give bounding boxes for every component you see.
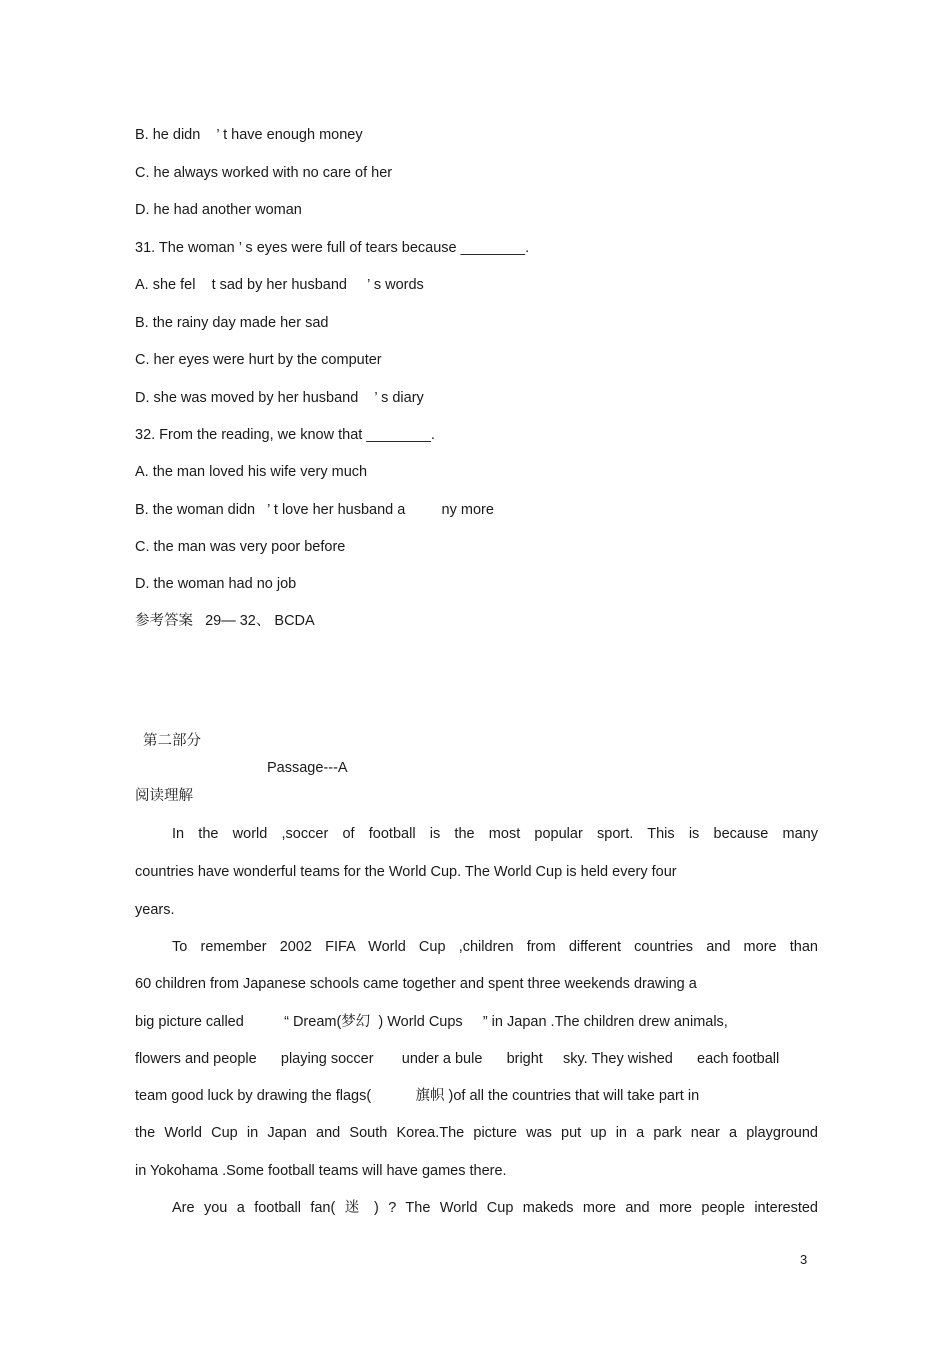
q32-option-b: B. the woman didn ’ t love her husband a ny more <box>135 502 494 518</box>
q32-option-d: D. the woman had no job <box>135 576 297 592</box>
passage-line: Are you a football fan( 迷 ) ? The World Cup makeds more and more people interested <box>172 1200 818 1216</box>
passage-line: In the world ,soccer of football is the most popular sport. This is because many <box>172 826 818 842</box>
passage-line: in Yokohama .Some football teams will have games there. <box>135 1163 507 1179</box>
q31-option-b: B. the rainy day made her sad <box>135 315 329 331</box>
q32-option-a: A. the man loved his wife very much <box>135 464 368 480</box>
passage-line: flowers and people playing soccer under a bule bright sky. They wished each football <box>135 1051 780 1067</box>
page-number: 3 <box>800 1252 808 1267</box>
q31-option-d: D. she was moved by her husband ’ s diary <box>135 390 424 406</box>
passage-line: To remember 2002 FIFA World Cup ,children from different countries and more than <box>172 939 818 955</box>
q30-option-d: D. he had another woman <box>135 202 302 218</box>
q32-option-c: C. the man was very poor before <box>135 539 346 555</box>
section-label: 阅读理解 <box>135 788 193 804</box>
passage-line: countries have wonderful teams for the World Cup. The World Cup is held every four <box>135 864 677 880</box>
passage-line: 60 children from Japanese schools came together and spent three weekends drawing a <box>135 976 697 992</box>
passage-line: the World Cup in Japan and South Korea.The picture was put up in a park near a playground <box>135 1125 818 1141</box>
q30-option-b: B. he didn ’ t have enough money <box>135 127 363 143</box>
passage-line: years. <box>135 902 175 918</box>
q31-option-c: C. her eyes were hurt by the computer <box>135 352 382 368</box>
q31-stem: 31. The woman ’ s eyes were full of tears because ________. <box>135 240 530 256</box>
answer-key: 参考答案 29— 32、 BCDA <box>135 613 315 629</box>
q32-stem: 32. From the reading, we know that ________. <box>135 427 435 443</box>
passage-title: Passage---A <box>267 760 348 776</box>
passage-line: team good luck by drawing the flags( 旗帜 )of all the countries that will take part in <box>135 1088 700 1104</box>
q30-option-c: C. he always worked with no care of her <box>135 165 393 181</box>
passage-line: big picture called “ Dream(梦幻 ) World Cups ” in Japan .The children drew animals, <box>135 1014 728 1030</box>
q31-option-a: A. she fel t sad by her husband ’ s words <box>135 277 424 293</box>
part-heading: 第二部分 <box>143 733 201 749</box>
